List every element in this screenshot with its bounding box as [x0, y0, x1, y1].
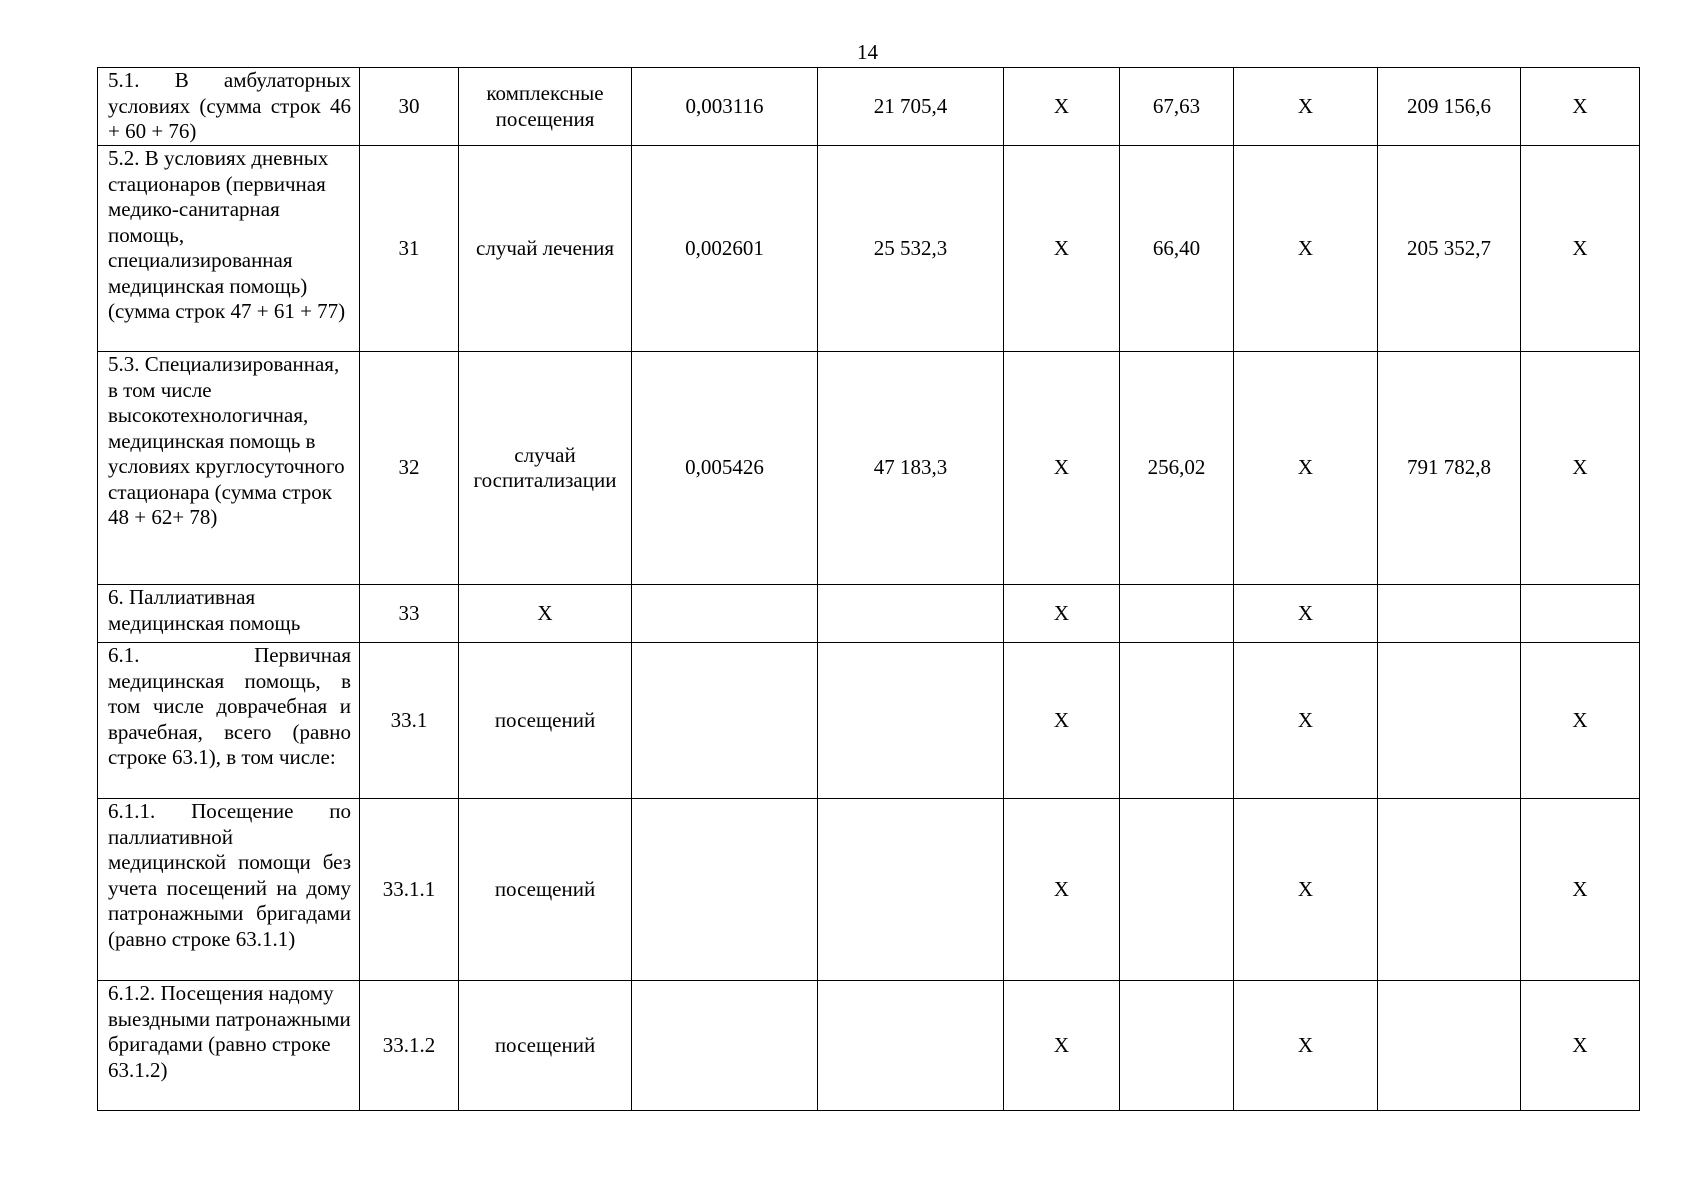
unit-cell: комплексные посещения [459, 68, 632, 146]
value-cell: 256,02 [1120, 352, 1234, 585]
value-cell: Х [1234, 643, 1378, 799]
table-row [98, 352, 1640, 585]
value-cell [632, 643, 818, 799]
financing-table [97, 67, 1640, 1111]
value-cell: Х [1004, 643, 1120, 799]
line-number-cell: 30 [360, 68, 459, 146]
value-cell [632, 799, 818, 981]
line-number-cell: 33 [360, 585, 459, 643]
value-cell: Х [1521, 68, 1640, 146]
value-cell: Х [1521, 799, 1640, 981]
value-cell [818, 799, 1004, 981]
page-number: 14 [857, 40, 878, 64]
row-name-cell: 6.1. Первичная медицинская помощь, в том числе доврачебная и врачебная, всего (равно строке 63.1), в том числе: [98, 643, 360, 799]
value-cell: 21 705,4 [818, 68, 1004, 146]
value-cell: Х [1234, 146, 1378, 352]
table-row [98, 146, 1640, 352]
value-cell [1120, 799, 1234, 981]
unit-cell: Х [459, 585, 632, 643]
value-cell [632, 981, 818, 1111]
value-cell [1378, 981, 1521, 1111]
value-cell [1521, 585, 1640, 643]
unit-cell: посещений [459, 799, 632, 981]
value-cell: Х [1521, 643, 1640, 799]
value-cell: 66,40 [1120, 146, 1234, 352]
value-cell: Х [1521, 146, 1640, 352]
table-row [98, 643, 1640, 799]
value-cell: Х [1234, 68, 1378, 146]
row-name-cell: 6.1.2. Посещения надому выездными патронажными бригадами (равно строке 63.1.2) [98, 981, 360, 1111]
value-cell: 47 183,3 [818, 352, 1004, 585]
value-cell: 0,002601 [632, 146, 818, 352]
value-cell [818, 585, 1004, 643]
value-cell: Х [1234, 352, 1378, 585]
row-name-cell: 5.3. Специализированная, в том числе высокотехнологичная, медицинская помощь в условиях круглосуточного стационара (сумма строк 48 + 62+ 78) [98, 352, 360, 585]
value-cell: Х [1004, 146, 1120, 352]
line-number-cell: 31 [360, 146, 459, 352]
value-cell: Х [1004, 68, 1120, 146]
value-cell: 791 782,8 [1378, 352, 1521, 585]
value-cell [1120, 981, 1234, 1111]
line-number-cell: 32 [360, 352, 459, 585]
unit-cell: случай госпитализации [459, 352, 632, 585]
table-row [98, 585, 1640, 643]
value-cell [632, 585, 818, 643]
value-cell: Х [1004, 799, 1120, 981]
value-cell [1120, 643, 1234, 799]
line-number-cell: 33.1 [360, 643, 459, 799]
value-cell: 205 352,7 [1378, 146, 1521, 352]
row-name-cell: 6. Паллиативная медицинская помощь [98, 585, 360, 643]
value-cell: 25 532,3 [818, 146, 1004, 352]
unit-cell: посещений [459, 981, 632, 1111]
table-row [98, 799, 1640, 981]
value-cell [818, 981, 1004, 1111]
value-cell: 0,005426 [632, 352, 818, 585]
row-name-cell: 6.1.1. Посещение по паллиативной медицинской помощи без учета посещений на дому патронажными бригадами (равно строке 63.1.1) [98, 799, 360, 981]
value-cell: Х [1234, 799, 1378, 981]
value-cell: Х [1004, 981, 1120, 1111]
line-number-cell: 33.1.2 [360, 981, 459, 1111]
table-row [98, 68, 1640, 146]
value-cell [1378, 643, 1521, 799]
value-cell: 67,63 [1120, 68, 1234, 146]
value-cell: Х [1521, 981, 1640, 1111]
value-cell: Х [1234, 981, 1378, 1111]
value-cell: 209 156,6 [1378, 68, 1521, 146]
value-cell [818, 643, 1004, 799]
line-number-cell: 33.1.1 [360, 799, 459, 981]
value-cell: Х [1004, 352, 1120, 585]
table-row [98, 981, 1640, 1111]
value-cell [1378, 799, 1521, 981]
value-cell [1120, 585, 1234, 643]
value-cell: Х [1521, 352, 1640, 585]
value-cell: Х [1004, 585, 1120, 643]
row-name-cell: 5.2. В условиях дневных стационаров (первичная медико-санитарная помощь, специализированная медицинская помощь) (сумма строк 47 + 61 + 77) [98, 146, 360, 352]
value-cell: Х [1234, 585, 1378, 643]
row-name-cell: 5.1. В амбулаторных условиях (сумма строк 46 + 60 + 76) [98, 68, 360, 146]
unit-cell: посещений [459, 643, 632, 799]
unit-cell: случай лечения [459, 146, 632, 352]
value-cell: 0,003116 [632, 68, 818, 146]
value-cell [1378, 585, 1521, 643]
